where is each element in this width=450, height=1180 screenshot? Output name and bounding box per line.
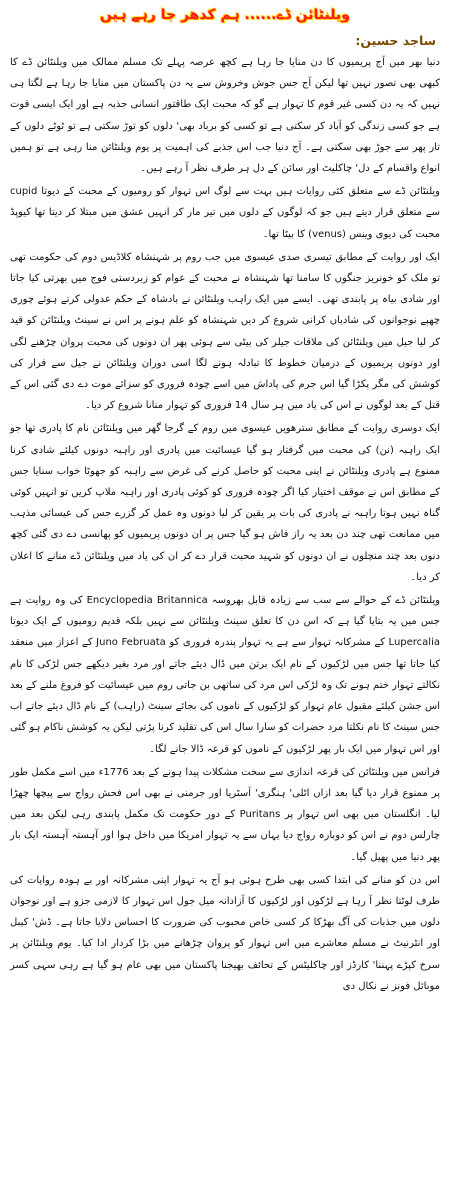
paragraph-intro: دنیا بھر میں آج پریمیوں کا دن منایا جا رہا ہے کچھ عرصہ پہلے تک مسلم ممالک میں ویلنٹائن ڈے کا کبھی بھی تصور نہیں تھا لیکن آج جس جوش وخروش سے یہ دن پاکستان میں منایا جا رہا ہے لگتا ہی نہیں کہ یہ دن کسی غیر قوم کا تہوار ہے گو کہ محبت ایک طاقتور انسانی جذبہ ہے اور ایک ایسی قوت ہے جو کسی زندگی کو آباد کر سکتی ہے تو کسی کو برباد بھی' دلوں کو توڑ سکتی ہے تو ٹوٹے دلوں کے تار پھر سے جوڑ بھی سکتی ہے۔ آج دنیا جب اس جذبے کی اہمیت پر یوم ویلنٹائن منا رہی ہے تو ہمیں انواع واقسام کے دل' چاکلیٹ اور سائن کے دل ہر طرف نظر آ رہے ہیں۔	[10, 57, 440, 175]
page-title: ویلنٹائن ڈے...... ہم کدھر جا رہے ہیں	[100, 7, 350, 23]
paragraph-claudius: ایک اور روایت کے مطابق تیسری صدی عیسوی میں جب روم پر شہنشاہ کلاڈیس دوم کی حکومت تھی تو ملک کو خونریز جنگوں کا سامنا تھا شہنشاہ نے محبت کے عوام کو زبردستی فوج میں بھرتی کیا جاتا اور شادی بیاہ پر پابندی تھی۔ ایسے میں ایک راہب ویلنٹائن نے بادشاہ کے حکم عدولی کرتے ہوئے چوری چھپے نوجوانوں کی شادیاں کرانی شروع کر دیں شہنشاہ کو علم ہونے پر اس نے سینٹ ویلنٹائن کو قید کر لیا جیل میں ویلنٹائن کی ملاقات جیلر کی بیٹی سے ہوئی پھر ان دونوں کی محبت پروان چڑھنے لگی اور دونوں پریمیوں کے درمیان خطوط کا تبادلہ ہونے لگا اسی دوران ویلنٹائن نے جیل سے فرار کی کوشش کی مگر پکڑا گیا اس جرم کی پاداش میں اسے چودہ فروری کو سزائے موت دے دی گئی اس کے قتل کے بعد لوگوں نے اس کی یاد میں ہر سال 14 فروری کو تہوار منانا شروع کر دیا۔	[10, 251, 440, 412]
paragraph-priest-nun: ایک دوسری روایت کے مطابق سترھویں عیسوی میں روم کے گرجا گھر میں ویلنٹائن نام کا پادری تھا جو ایک راہبہ (نن) کی محبت میں گرفتار ہو گیا عیسائیت میں پادری اور راہبہ دونوں کیلئے شادی کرنا ممنوع ہے پادری ویلنٹائن نے اپنی محبت کو حاصل کرنے کی غرض سے راہبہ کو جھوٹا خواب سنایا جس کے مطابق اس نے موقف اختیار کیا اگر چودہ فروری کو کوئی پادری اور راہبہ ملاپ کریں تو انہیں کوئی گناہ نہیں ہوتا راہبہ نے پادری کی بات پر یقین کر لیا دونوں وہ عمل کر گزرے جس کی عیسائی مذہب میں ممانعت تھی چند دن بعد یہ راز فاش ہو گیا جس پر ان دونوں پریمیوں کو پھانسی دے دی گئی کچھ دنوں بعد چند منچلوں نے ان دونوں کو شہید محبت قرار دے کر ان کی یاد میں ویلنٹائن ڈے منانے کا اعلان کر دیا۔	[10, 423, 440, 583]
paragraph-modern-day: اس دن کو منانے کی ابتدا کسی بھی طرح ہوئی ہو آج یہ تہوار اپنی مشرکانہ اور بے ہودہ روایات کی طرف لوٹتا نظر آ رہا ہے لڑکوں اور لڑکیوں کا آزادانہ میل جول اس تہوار کا لازمی جزو ہے اور نوجوان دلوں میں جذبات کی آگ بھڑکا کر کسی خاص محبوب کی ضرورت کا احساس دلایا جاتا ہے۔ ڈش' کیبل اور انٹرنیٹ نے مسلم معاشرے میں اس تہوار کو پروان چڑھانے میں بڑا کردار ادا کیا۔ یوم ویلنٹائن پر سرخ کپڑے پہننا' کارڈز اور چاکلیٹس کے تحائف بھیجنا پاکستان میں بھی عام ہو گیا ہے رہی سہی کسر موبائل فونز نے نکال دی	[10, 874, 440, 992]
title-banner	[10, 0, 440, 30]
paragraph-cupid: ویلنٹائن ڈے سے متعلق کئی روایات ہیں بہت سے لوگ اس تہوار کو رومیوں کے محبت کے دیوتا cupid سے متعلق قرار دیتے ہیں جو کہ لوگوں کے دلوں میں تیر مار کر انہیں عشق میں مبتلا کر دیتا تھا کیوپڈ محبت کی دیوی وینس (venus) کا بیٹا تھا۔	[10, 186, 440, 240]
author-byline: ساجد حسین:	[355, 33, 436, 48]
article-body	[10, 52, 440, 997]
paragraph-britannica: ویلنٹائن ڈے کے حوالے سے سب سے زیادہ قابل بھروسہ Encyclopedia Britannica کی وہ روایت ہے جس میں یہ بتایا گیا ہے کہ اس دن کا تعلق سینٹ ویلنٹائن سے نہیں بلکہ قدیم رومیوں کے ایک دیوتا Lupercalia کے مشرکانہ تہوار سے ہے یہ تہوار پندرہ فروری کو Juno Februata کے اعزاز میں منعقد کیا جاتا تھا جس میں لڑکیوں کے نام ایک برتن میں ڈال دیئے جاتے اور مرد بغیر دیکھے جس لڑکی کا نام نکالتے تہوار ختم ہونے تک وہ لڑکی اس مرد کی ساتھی بن جاتی روم میں عیسائیت کو فروغ ملنے کے بعد اس جشن کیلئے مقبول عام تہوار کو لڑکیوں کے ناموں کی بجائے سینٹ (راہب) کے نام ڈال دیئے جاتے اب جس سینٹ کا نام نکلتا مرد حضرات کو سارا سال اس کی تقلید کرنا پڑتی لیکن یہ کوشش ناکام ہو گئی اور اس تہوار میں ایک بار پھر لڑکیوں کے ناموں کو قرعہ ڈالا جانے لگا۔	[10, 595, 441, 755]
paragraph-france-ban: فرانس میں ویلنٹائن کی قرعہ اندازی سے سخت مشکلات پیدا ہونے کے بعد 1776ء میں اسے مکمل طور پر ممنوع قرار دیا گیا بعد ازاں اٹلی' ہنگری' آسٹریا اور جرمنی نے بھی اس فحش رواج سے پیچھا چھڑا لیا۔ انگلستان میں بھی اس تہوار پر Puritans کے دور حکومت تک مکمل پابندی رہی لیکن بعد میں چارلس دوم نے اس کو دوبارہ رواج دیا یہاں سے یہ تہوار امریکا میں داخل ہوا اور آہستہ آہستہ ایک بار پھر دنیا میں پھیل گیا۔	[10, 766, 441, 863]
